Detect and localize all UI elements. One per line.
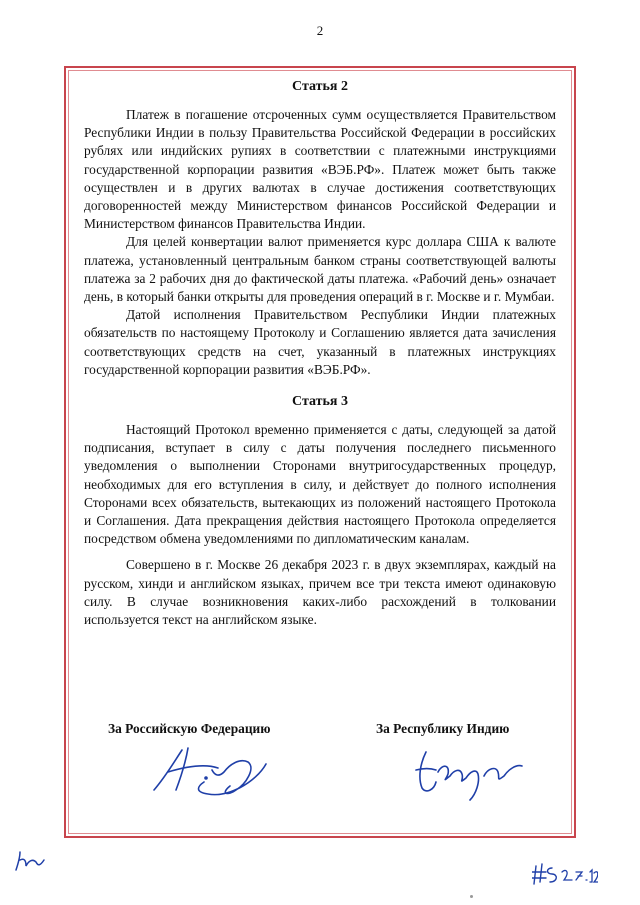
margin-speck	[470, 895, 473, 898]
article-2-paragraph-3: Датой исполнения Правительством Республики Индии платежных обязательств по настоящему Протоколу и Соглашению является дата зачисления соответствующих средств на счет, указанный в платежных инструкциях государственной корпорации развития «ВЭБ.РФ».	[84, 307, 556, 377]
closing-paragraph: Совершено в г. Москве 26 декабря 2023 г. в двух экземплярах, каждый на русском, хинди и английском языках, причем все три текста имеют одинаковую силу. В случае возникновения каких-либо расхождений в толковании используется текст на английском языке.	[84, 557, 556, 628]
russian-signature-icon	[148, 742, 298, 802]
page-number: 2	[316, 23, 324, 38]
initials-mark-icon	[14, 848, 48, 872]
article-2-title: Статья 2	[292, 79, 348, 94]
indian-signature-icon	[406, 742, 556, 802]
document-body	[84, 78, 556, 629]
article-3-title: Статья 3	[292, 394, 348, 410]
signature-right	[376, 720, 616, 738]
spacer	[84, 379, 556, 393]
article-2-paragraph-1: Платеж в погашение отсроченных сумм осуществляется Правительством Республики Индии в пользу Правительства Российской Федерации в российских рублях или индийских рупиях в соответствии с платежными инструкциями государственной корпорации развития «ВЭБ.РФ». Платеж может быть также осуществлен и в других валютах в случае достижения соответствующих договоренностей между Министерством финансов Российской Федерации и Министерством финансов Правительства Индии.	[84, 107, 556, 232]
signature-left	[108, 720, 348, 738]
dated-initials-icon	[532, 860, 598, 890]
article-3-paragraph-1: Настоящий Протокол временно применяется с даты, следующей за датой подписания, вступает в силу с даты получения последнего письменного уведомления о выполнении Сторонами внутригосударственных процедур, необходимых для его вступления в силу, и действует до полного исполнения Сторонами всех обязательств, вытекающих из положений настоящего Протокола и Соглашения. Дата прекращения действия настоящего Протокола определяется посредством обмена уведомлениями по дипломатическим каналам.	[84, 422, 556, 547]
signature-left-label: За Российскую Федерацию	[108, 721, 271, 736]
signature-block	[84, 720, 556, 820]
article-2-paragraph-2: Для целей конвертации валют применяется курс доллара США к валюте платежа, установленный центральным банком страны соответствующей валюты платежа за 2 рабочих дня до фактической даты платежа. «Рабочий день» означает день, в который банки открыты для проведения операций в г. Москве и г. Мумбаи.	[84, 234, 556, 305]
signature-right-label: За Республику Индию	[376, 721, 510, 736]
